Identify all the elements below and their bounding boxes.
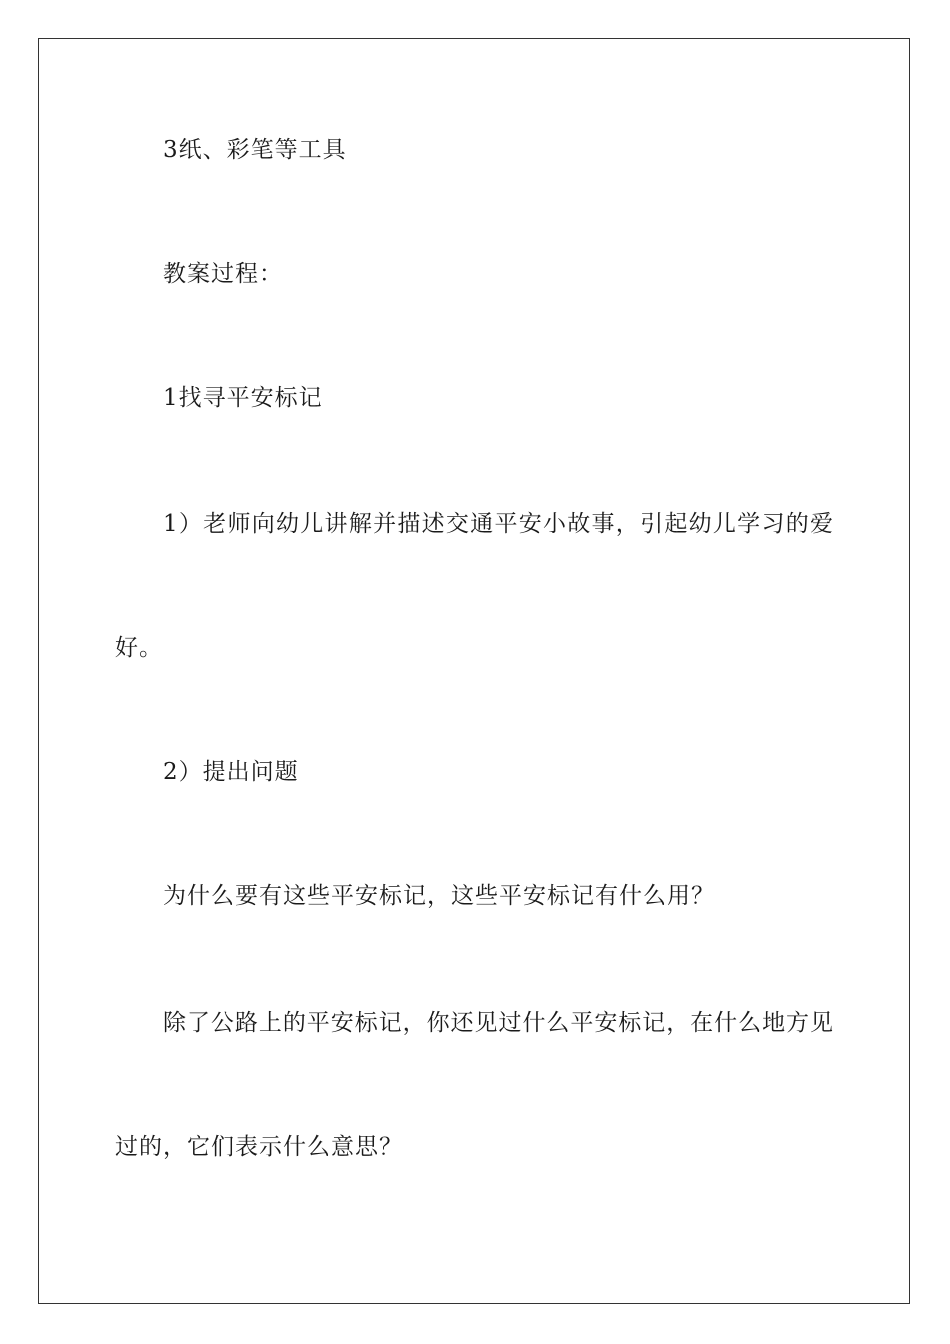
page-border [38,38,910,1304]
materials-item-3: 3纸、彩笔等工具 [163,137,347,163]
step-heading-2: 2）提出问题 [163,759,299,785]
section-heading-process: 教案过程： [163,261,283,287]
question-1: 为什么要有这些平安标记，这些平安标记有什么用？ [163,883,715,909]
paragraph-story-line-1: 1）老师向幼儿讲解并描述交通平安小故事，引起幼儿学习的爱 [163,511,833,537]
step-heading-1: 1找寻平安标记 [163,385,323,411]
paragraph-story-line-2: 好。 [115,635,163,661]
question-2-line-2: 过的，它们表示什么意思？ [115,1134,403,1160]
question-2-line-1: 除了公路上的平安标记，你还见过什么平安标记，在什么地方见 [163,1010,833,1036]
